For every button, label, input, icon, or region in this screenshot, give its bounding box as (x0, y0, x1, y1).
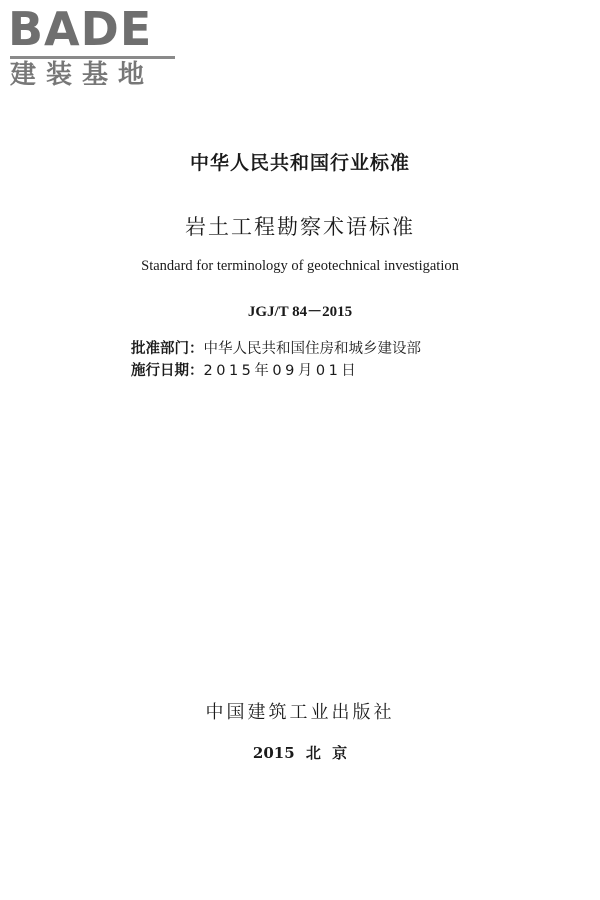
industry-standard-heading: 中华人民共和国行业标准 (189, 152, 410, 174)
publication-year-city: 2015 北 京 (252, 744, 348, 762)
approval-label: 批准部门： (131, 341, 204, 357)
bade-logo (8, 4, 178, 92)
logo-chinese-text: 建装基地 (10, 60, 155, 90)
publisher-name: 中国建筑工业出版社 (205, 702, 395, 723)
standard-title-english: Standard for terminology of geotechnical investigation (141, 258, 459, 274)
effective-date-line (131, 361, 359, 381)
approval-department-line (131, 339, 421, 359)
logo-latin-text: BADE (8, 2, 153, 56)
standard-title-chinese: 岩土工程勘察术语标准 (185, 215, 415, 239)
approval-value: 中华人民共和国住房和城乡建设部 (203, 341, 421, 357)
effective-value: 2015年09月01日 (203, 363, 360, 379)
effective-label: 施行日期： (131, 363, 204, 379)
logo-divider (10, 56, 175, 59)
standard-code: JGJ/T 84－2015 (247, 304, 353, 320)
